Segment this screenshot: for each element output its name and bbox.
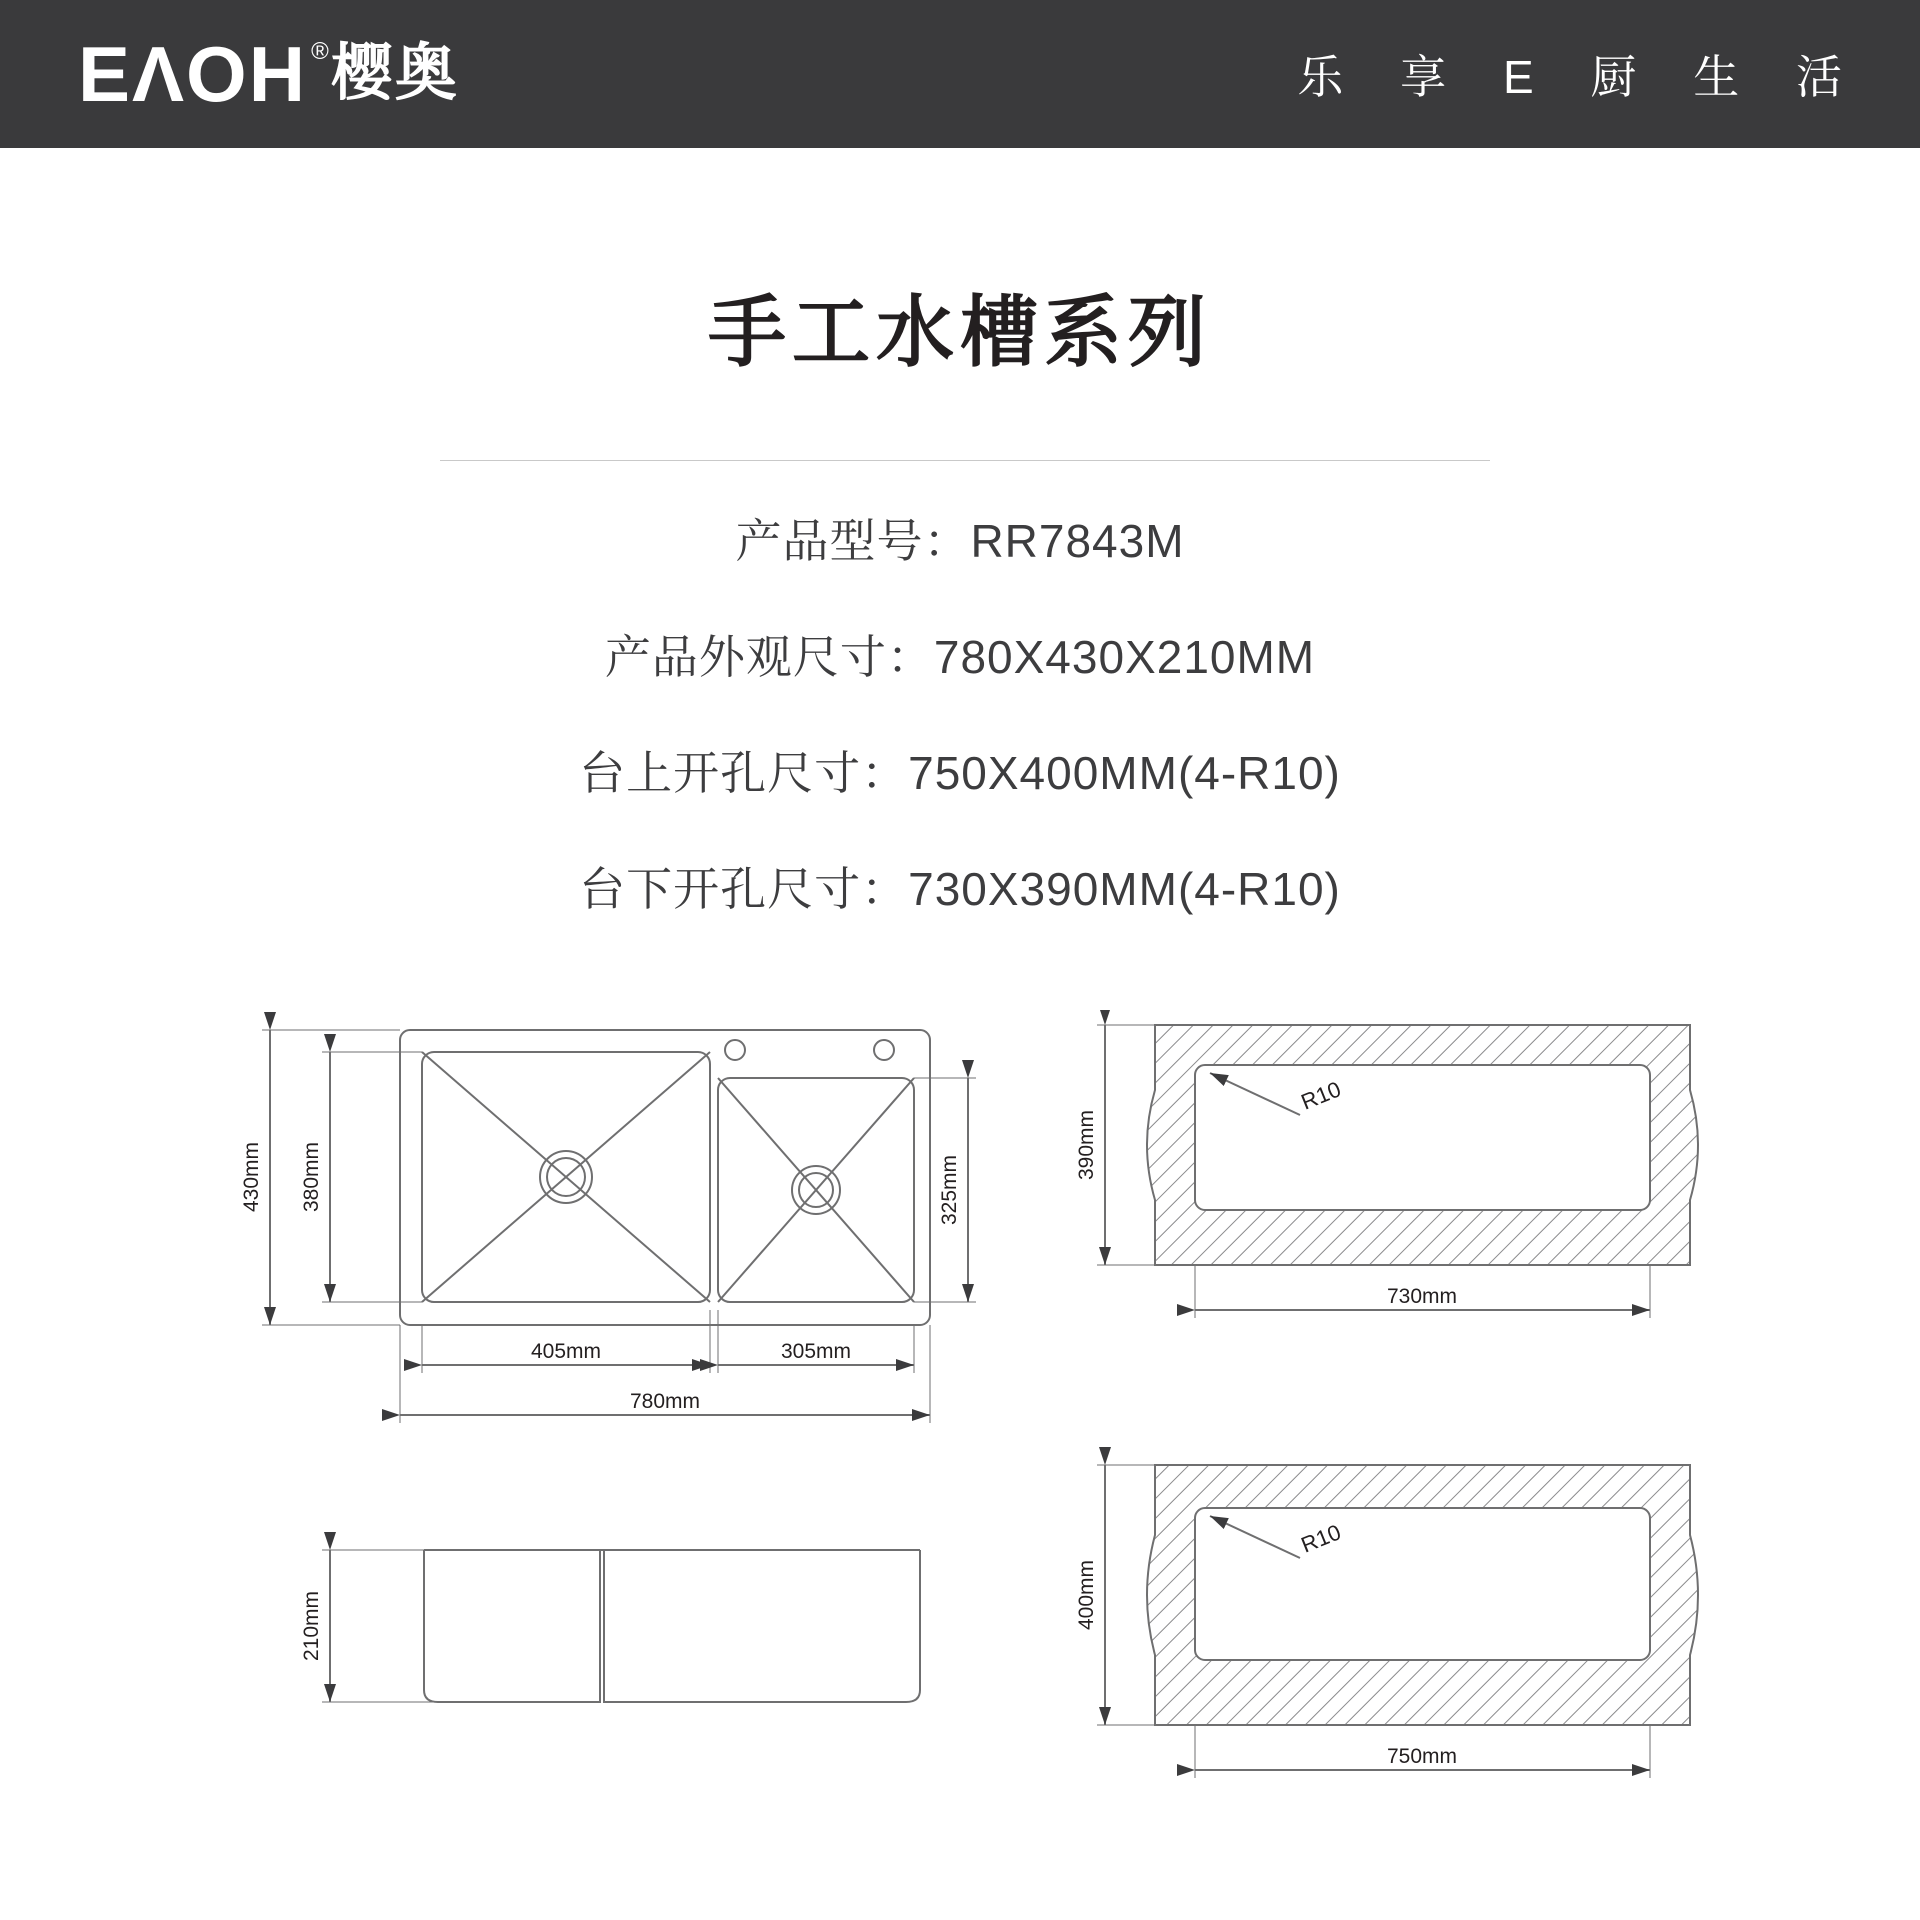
logo-chinese-text: 樱奥 [330,39,459,108]
top-view-drawing [262,1030,976,1423]
spec-undermount-cutout: 台下开孔尺寸：730X390MM(4-R10) [579,863,1341,915]
dim-bowl-left-width: 405mm [530,1340,602,1363]
dim-overmount-width: 750mm [1386,1745,1458,1768]
technical-drawings [0,1010,1920,1890]
dim-top-height-outer: 430mm [240,1141,263,1213]
overmount-cutout-drawing [1097,1465,1698,1778]
registered-trademark-icon: ® [311,38,329,65]
spec-outer-size: 产品外观尺寸：780X430X210MM [604,631,1316,683]
spec-list [0,505,1920,969]
dim-overmount-height: 400mm [1075,1559,1098,1631]
front-view-drawing [322,1550,920,1702]
dim-total-width: 780mm [629,1390,701,1413]
header-slogan: 乐 享 E 厨 生 活 [1297,51,1864,103]
dim-bowl-right-width: 305mm [780,1340,852,1363]
logo-latin-text: EΛOH [78,30,308,118]
page-header [0,0,1920,148]
title-divider [440,460,1490,461]
spec-overmount-cutout: 台上开孔尺寸：750X400MM(4-R10) [579,747,1341,799]
undermount-cutout-drawing [1097,1025,1698,1318]
spec-model: 产品型号：RR7843M [735,515,1185,567]
dim-undermount-width: 730mm [1386,1285,1458,1308]
label-radius-undermount: R10 [1297,1076,1345,1115]
drawings-svg [0,1010,1920,1890]
dim-front-depth: 210mm [300,1590,323,1662]
label-radius-overmount: R10 [1297,1519,1345,1558]
dim-top-height-right: 325mm [938,1154,961,1226]
dim-top-height-inner: 380mm [300,1141,323,1213]
page-title: 手工水槽系列 [707,288,1212,376]
dim-undermount-height: 390mm [1075,1109,1098,1181]
brand-logo [78,30,459,118]
